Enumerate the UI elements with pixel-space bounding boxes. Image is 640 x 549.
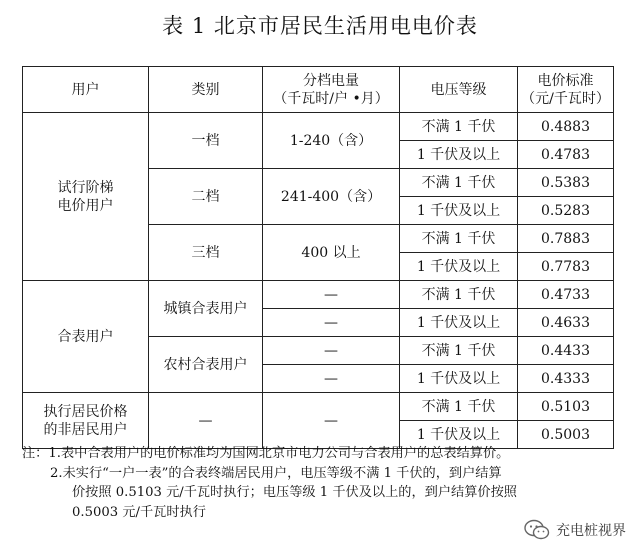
voltage-cell: 1 千伏及以上	[400, 197, 518, 225]
category-urban: 城镇合表用户	[149, 281, 263, 337]
header-price	[518, 67, 614, 113]
voltage-cell: 不满 1 千伏	[400, 337, 518, 365]
voltage-cell: 1 千伏及以上	[400, 309, 518, 337]
table-row	[23, 393, 614, 421]
voltage-cell: 1 千伏及以上	[400, 421, 518, 449]
price-cell: 0.4733	[518, 281, 614, 309]
group-tiered-line2: 电价用户	[57, 197, 114, 214]
category-tier2: 二档	[149, 169, 263, 225]
table-notes	[22, 444, 622, 522]
group-nonres-line1: 执行居民价格	[43, 403, 128, 420]
range-tier1: 1-240（含）	[263, 113, 400, 169]
voltage-cell: 不满 1 千伏	[400, 393, 518, 421]
range-dash: —	[263, 365, 400, 393]
voltage-cell: 不满 1 千伏	[400, 281, 518, 309]
category-tier3: 三档	[149, 225, 263, 281]
header-tier-line2: （千瓦时/户 •月）	[273, 90, 389, 107]
note-line-2: 2.未实行“一户一表”的合表终端居民用户，电压等级不满 1 千伏的，到户结算	[50, 465, 502, 481]
header-user: 用户	[23, 67, 149, 113]
header-tier	[263, 67, 400, 113]
price-cell: 0.4883	[518, 113, 614, 141]
wechat-icon	[524, 519, 550, 541]
watermark-text: 充电桩视界	[556, 523, 626, 539]
header-tier-line1: 分档电量	[303, 72, 359, 89]
group-shared: 合表用户	[23, 281, 149, 393]
voltage-cell: 不满 1 千伏	[400, 169, 518, 197]
range-tier2: 241-400（含）	[263, 169, 400, 225]
category-rural: 农村合表用户	[149, 337, 263, 393]
range-dash: —	[263, 337, 400, 365]
range-dash: —	[263, 393, 400, 449]
voltage-cell: 不满 1 千伏	[400, 113, 518, 141]
price-cell: 0.4433	[518, 337, 614, 365]
range-dash: —	[263, 281, 400, 309]
group-nonres-line2: 的非居民用户	[43, 421, 128, 438]
price-cell: 0.5003	[518, 421, 614, 449]
price-cell: 0.5383	[518, 169, 614, 197]
header-price-line1: 电价标准	[537, 72, 594, 89]
note-line-4: 0.5003 元/千瓦时执行	[72, 504, 206, 520]
note-line-3: 价按照 0.5103 元/千瓦时执行；电压等级 1 千伏及以上的，到户结算价按照	[72, 485, 517, 500]
price-cell: 0.4633	[518, 309, 614, 337]
header-price-line2: （元/千瓦时）	[521, 90, 610, 107]
voltage-cell: 1 千伏及以上	[400, 365, 518, 393]
category-tier1: 一档	[149, 113, 263, 169]
price-cell: 0.4783	[518, 141, 614, 169]
group-nonresidential	[23, 393, 149, 449]
price-cell: 0.7883	[518, 225, 614, 253]
voltage-cell: 1 千伏及以上	[400, 253, 518, 281]
voltage-cell: 1 千伏及以上	[400, 141, 518, 169]
price-cell: 0.5283	[518, 197, 614, 225]
electricity-price-table	[22, 66, 614, 449]
group-tiered-line1: 试行阶梯	[57, 179, 114, 196]
price-cell: 0.5103	[518, 393, 614, 421]
table-row	[23, 113, 614, 141]
range-dash: —	[263, 309, 400, 337]
header-category: 类别	[149, 67, 263, 113]
note-line-1: 注：1.表中合表用户的电价标准均为国网北京市电力公司与合表用户的总表结算价。	[22, 446, 510, 461]
price-cell: 0.4333	[518, 365, 614, 393]
price-cell: 0.7783	[518, 253, 614, 281]
group-tiered	[23, 113, 149, 281]
range-tier3: 400 以上	[263, 225, 400, 281]
table-row	[23, 281, 614, 309]
header-row	[23, 67, 614, 113]
category-nonres: —	[149, 393, 263, 449]
page-title: 表 1 北京市居民生活用电电价表	[162, 14, 478, 38]
header-voltage: 电压等级	[400, 67, 518, 113]
watermark	[524, 519, 626, 541]
voltage-cell: 不满 1 千伏	[400, 225, 518, 253]
